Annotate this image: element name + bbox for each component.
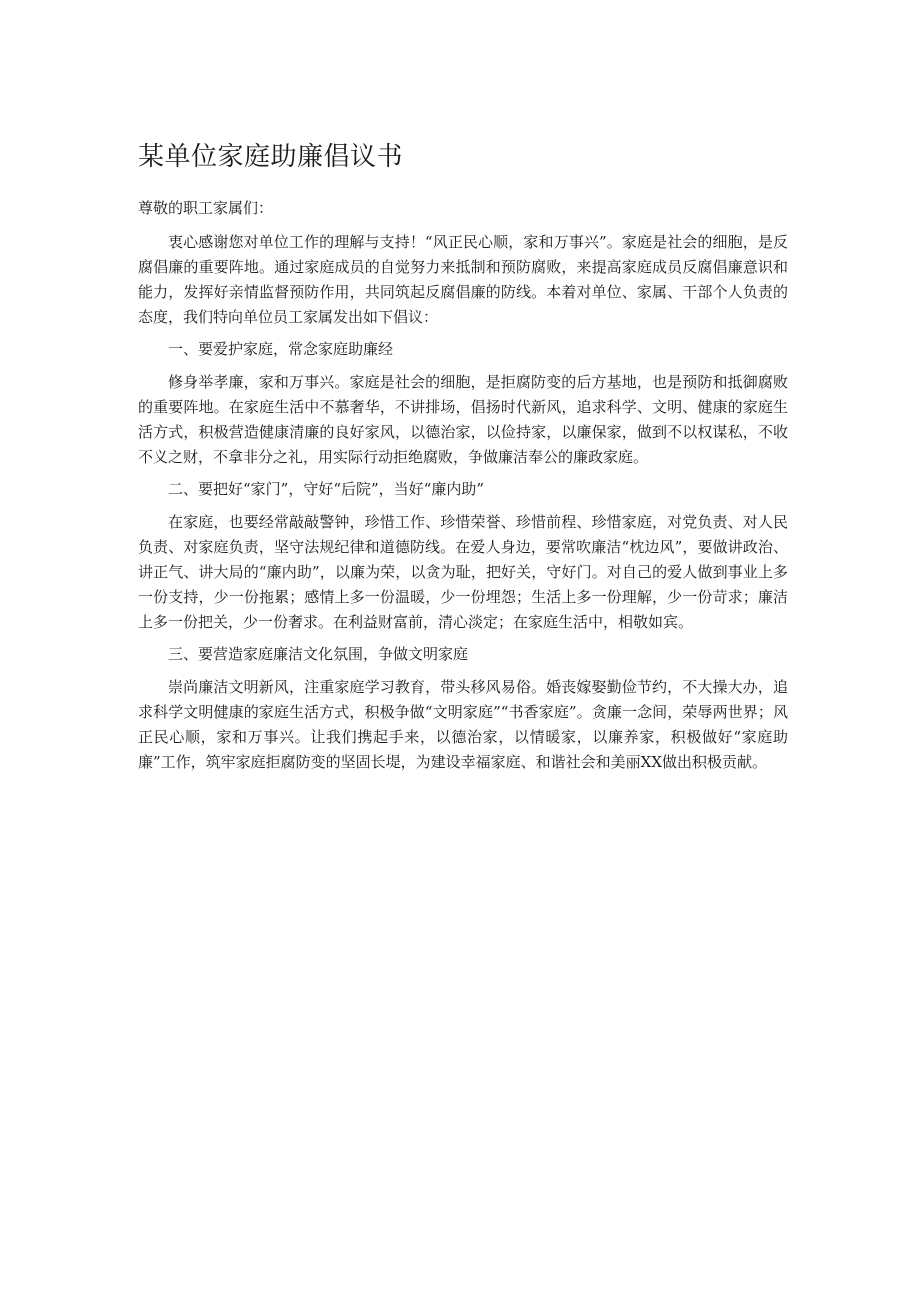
section-3-heading: 三、要营造家庭廉洁文化氛围，争做文明家庭 [168, 645, 469, 663]
section-2-heading: 二、要把好“家门”，守好“后院”，当好“廉内助” [168, 480, 485, 498]
intro-paragraph: 衷心感谢您对单位工作的理解与支持！“风正民心顺，家和万事兴”。家庭是社会的细胞，是反腐倡廉的重要阵地。通过家庭成员的自觉努力来抵制和预防腐败，来提高家庭成员反腐倡廉意识和能力，发挥好亲情监督预防作用，共同筑起反腐倡廉的防线。本着对单位、家属、干部个人负责的态度，我们特向单位员工家属发出如下倡议： [138, 233, 788, 326]
document-body [138, 196, 788, 782]
salutation: 尊敬的职工家属们： [138, 199, 274, 217]
section-3-body: 崇尚廉洁文明新风，注重家庭学习教育，带头移风易俗。婚丧嫁娶勤俭节约，不大操大办，追求科学文明健康的家庭生活方式，积极争做“文明家庭”“书香家庭”。贪廉一念间，荣辱两世界；风正民心顺，家和万事兴。让我们携起手来，以德治家，以情暖家，以廉养家，积极做好“家庭助廉”工作，筑牢家庭拒腐防变的坚固长堤，为建设幸福家庭、和谐社会和美丽XX做出积极贡献。 [138, 678, 788, 771]
section-1-body: 修身举孝廉，家和万事兴。家庭是社会的细胞，是拒腐防变的后方基地，也是预防和抵御腐败的重要阵地。在家庭生活中不慕奢华，不讲排场，倡扬时代新风，追求科学、文明、健康的家庭生活方式，积极营造健康清廉的良好家风，以德治家，以俭持家，以廉保家，做到不以权谋私，不收不义之财，不拿非分之礼，用实际行动拒绝腐败，争做廉洁奉公的廉政家庭。 [138, 373, 788, 466]
document-title: 某单位家庭助廉倡议书 [138, 142, 404, 172]
section-2-body: 在家庭，也要经常敲敲警钟，珍惜工作、珍惜荣誉、珍惜前程、珍惜家庭，对党负责、对人民负责、对家庭负责，坚守法规纪律和道德防线。在爱人身边，要常吹廉洁“枕边风”，要做讲政治、讲正气、讲大局的“廉内助”，以廉为荣，以贪为耻，把好关，守好门。对自己的爱人做到事业上多一份支持，少一份拖累；感情上多一份温暖，少一份埋怨；生活上多一份理解，少一份苛求；廉洁上多一份把关，少一份奢求。在利益财富前，清心淡定；在家庭生活中，相敬如宾。 [138, 513, 788, 631]
section-1-heading: 一、要爱护家庭，常念家庭助廉经 [168, 340, 394, 358]
